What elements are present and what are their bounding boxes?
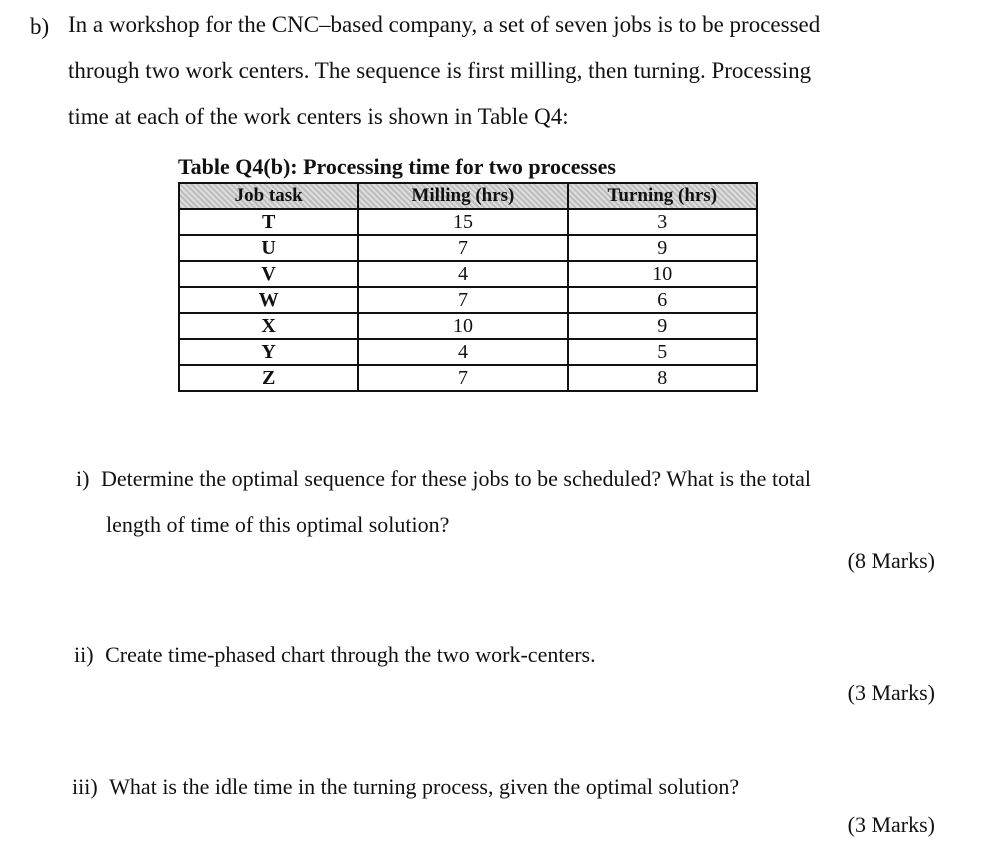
question-intro — [68, 2, 948, 140]
intro-line: time at each of the work centers is shown in Table Q4: — [68, 104, 569, 129]
milling-cell: 7 — [358, 365, 567, 391]
milling-cell: 4 — [358, 339, 567, 365]
subquestion-text: length of time of this optimal solution? — [106, 512, 450, 537]
turning-cell: 5 — [568, 339, 757, 365]
milling-cell: 7 — [358, 287, 567, 313]
subquestion-text: Create time-phased chart through the two work-centers. — [105, 642, 596, 667]
intro-line: through two work centers. The sequence is first milling, then turning. Processing — [68, 58, 812, 83]
header-job-task: Job task — [179, 183, 358, 209]
job-cell: Z — [179, 365, 358, 391]
table-row — [179, 209, 757, 235]
subquestion-ii — [74, 632, 596, 678]
table-caption: Table Q4(b): Processing time for two processes — [178, 154, 616, 179]
turning-cell: 6 — [568, 287, 757, 313]
milling-cell: 4 — [358, 261, 567, 287]
subquestion-number: ii) — [74, 642, 94, 667]
milling-cell: 7 — [358, 235, 567, 261]
turning-cell: 9 — [568, 313, 757, 339]
job-cell: Y — [179, 339, 358, 365]
turning-cell: 9 — [568, 235, 757, 261]
marks-label: (3 Marks) — [847, 680, 935, 705]
marks-label: (8 Marks) — [847, 548, 935, 573]
subquestion-text: What is the idle time in the turning process, given the optimal solution? — [109, 774, 740, 799]
turning-cell: 3 — [568, 209, 757, 235]
intro-line: In a workshop for the CNC–based company, a set of seven jobs is to be processed — [68, 12, 821, 37]
question-label: b) — [30, 14, 50, 39]
subquestion-i-continued — [106, 502, 449, 548]
table-row — [179, 261, 757, 287]
table-row — [179, 235, 757, 261]
table-row — [179, 339, 757, 365]
job-cell: V — [179, 261, 358, 287]
turning-cell: 8 — [568, 365, 757, 391]
turning-cell: 10 — [568, 261, 757, 287]
header-turning: Turning (hrs) — [568, 183, 757, 209]
processing-time-table — [178, 182, 758, 392]
job-cell: T — [179, 209, 358, 235]
job-cell: X — [179, 313, 358, 339]
table-row — [179, 313, 757, 339]
subquestion-number: iii) — [72, 774, 98, 799]
job-cell: U — [179, 235, 358, 261]
marks-label: (3 Marks) — [847, 812, 935, 837]
subquestion-number: i) — [76, 466, 90, 491]
milling-cell: 10 — [358, 313, 567, 339]
table-row — [179, 365, 757, 391]
table-header-row — [179, 183, 757, 209]
milling-cell: 15 — [358, 209, 567, 235]
subquestion-i — [76, 456, 811, 502]
job-cell: W — [179, 287, 358, 313]
table-row — [179, 287, 757, 313]
subquestion-iii — [72, 764, 739, 810]
subquestion-text: Determine the optimal sequence for these jobs to be scheduled? What is the total — [100, 466, 812, 491]
header-milling: Milling (hrs) — [358, 183, 567, 209]
